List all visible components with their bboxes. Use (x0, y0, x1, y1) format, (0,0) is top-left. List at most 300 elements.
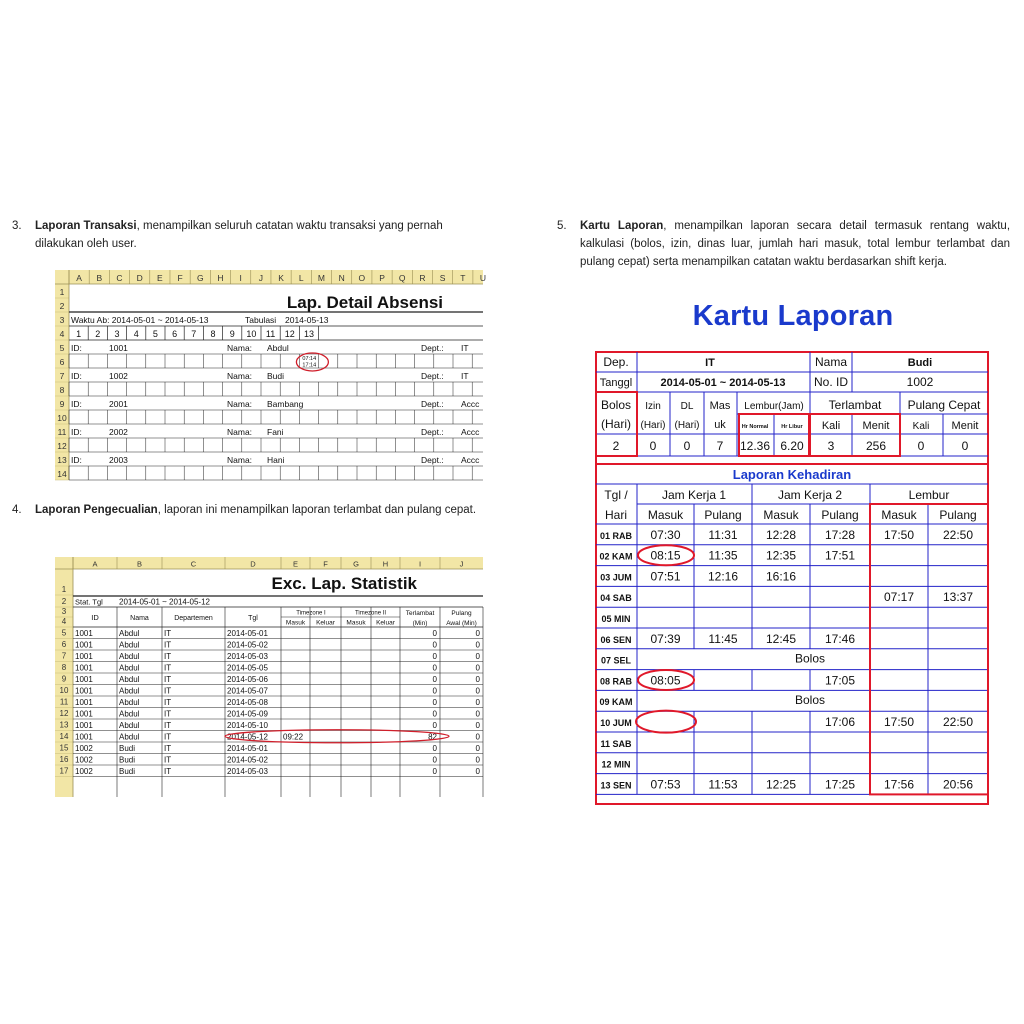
column-letter: U (479, 273, 487, 283)
pulang-col-header: Pulang (704, 508, 742, 522)
hr-libur-header: Hr Libur (781, 424, 803, 430)
nama-label: Nama: (227, 399, 253, 409)
day-number: 12 (284, 329, 295, 339)
noid-value: 1002 (906, 375, 934, 389)
day-number: 1 (76, 329, 82, 339)
row-id: 1002 (75, 767, 93, 776)
day-number: 6 (172, 329, 178, 339)
employee-id: 2001 (109, 399, 128, 409)
row-time: 17:46 (824, 631, 856, 646)
row-nama: Abdul (119, 709, 140, 719)
column-letter: J (459, 559, 464, 569)
row-number: 5 (61, 628, 67, 638)
row-time: 17:05 (824, 673, 856, 688)
row-time: 11:45 (708, 631, 738, 646)
dept-label: Dept.: (421, 343, 444, 353)
employee-dept: Accc (461, 427, 480, 437)
row-time: 12:35 (765, 548, 797, 563)
row-departemen: IT (164, 675, 172, 684)
nama-label: Nama (814, 355, 848, 369)
row-tgl: 2014-05-07 (227, 686, 268, 696)
row-time: 12:28 (765, 527, 797, 542)
section-5-text: , menampilkan laporan secara detail termasuk rentang waktu, kalkulasi (bolos, izin, dinas luar, jumlah hari masuk, total lembur terlambat dan pulang cepat) serta menampilkan catatan waktu berdasarkan shift kerja. (580, 220, 1011, 268)
header-nama: Nama (130, 615, 149, 622)
row-tgl: 2014-05-06 (227, 675, 268, 684)
row-id: 1002 (75, 744, 93, 753)
row-tgl: 2014-05-01 (227, 744, 268, 753)
bolos-header: Bolos (600, 398, 632, 412)
section-4-paragraph (12, 501, 482, 519)
row-time: 17:51 (824, 548, 856, 563)
section-3-number: 3. (12, 220, 22, 232)
statistik-title: Exc. Lap. Statistik (271, 574, 417, 593)
row-day: 13 SEN (600, 780, 632, 791)
employee-dept: Accc (461, 399, 480, 409)
row-day: 09 KAM (599, 697, 633, 708)
row-day: 02 KAM (599, 551, 633, 562)
nama-label: Nama: (227, 343, 253, 353)
dept-label: Dept.: (421, 427, 444, 437)
column-letter: P (379, 273, 385, 283)
row-number: 2 (59, 301, 65, 311)
header-timezone-1: Timezone I (296, 610, 326, 617)
row-id: 1001 (75, 721, 93, 730)
row-day: 10 JUM (600, 718, 632, 728)
row-departemen: IT (164, 686, 172, 696)
row-number: 1 (59, 287, 65, 297)
column-letter: L (298, 273, 304, 283)
day-number: 3 (114, 329, 120, 339)
column-letter: E (157, 273, 163, 283)
row-tgl: 2014-05-02 (227, 755, 268, 765)
section-3-text: , menampilkan seluruh catatan waktu transaksi yang pernah dilakukan oleh user. (35, 220, 443, 250)
izin-header: Izin (645, 401, 661, 412)
row-day: 04 SAB (600, 593, 632, 604)
nama-label: Nama: (227, 427, 253, 437)
day-number: 7 (191, 329, 197, 339)
column-letter: S (439, 273, 446, 283)
row-departemen: IT (164, 744, 172, 753)
column-letter: C (116, 273, 123, 283)
detail-absensi-sheet (55, 270, 487, 480)
hr-normal-value: 12.36 (739, 439, 771, 453)
section-3-paragraph (12, 217, 482, 253)
row-time: 17:50 (883, 527, 915, 542)
row-id: 1001 (75, 652, 93, 661)
row-number: 4 (59, 329, 65, 339)
row-nama: Abdul (119, 732, 140, 742)
row-time: 13:37 (942, 590, 974, 605)
column-letter: M (317, 273, 325, 283)
dep-label: Dep. (603, 355, 629, 369)
statistik-sheet (55, 557, 483, 797)
missing-circle (636, 711, 696, 733)
row-id: 1001 (75, 698, 93, 707)
tgl-header: Tgl / (604, 488, 628, 502)
row-terlambat: 82 (428, 732, 437, 742)
pulang-kali-value: 0 (917, 439, 925, 453)
terlambat-menit-value: 256 (865, 439, 887, 453)
row-terlambat: 0 (432, 755, 437, 765)
masuk-col-header: Masuk (881, 508, 917, 522)
row-day: 07 SEL (600, 655, 632, 666)
nama-label: Nama: (227, 371, 253, 381)
header-timezone-2: Timezone II (354, 610, 387, 617)
row-departemen: IT (164, 755, 172, 765)
row-day: 11 SAB (600, 738, 632, 749)
masuk-value: 7 (716, 439, 724, 453)
row-number: 3 (59, 315, 65, 325)
row-id: 1001 (75, 663, 93, 673)
row-number: 2 (61, 597, 67, 606)
row-number: 12 (59, 709, 69, 718)
noid-label: No. ID (813, 375, 849, 389)
row-nama: Budi (119, 755, 136, 765)
row-number: 10 (57, 413, 67, 423)
day-number: 9 (229, 329, 235, 339)
dl-header: DL (680, 401, 694, 412)
row-tgl: 2014-05-03 (227, 767, 268, 776)
terlambat-header: Terlambat (828, 398, 882, 412)
row-id: 1001 (75, 629, 93, 638)
column-letter: H (217, 273, 224, 283)
kartu-laporan (594, 290, 992, 810)
header-terlambat-unit: (Min) (412, 620, 428, 627)
day-number: 8 (210, 329, 216, 339)
employee-dept: IT (461, 343, 469, 353)
row-number: 13 (59, 720, 69, 730)
row-nama: Abdul (119, 675, 140, 684)
row-pulang-awal: 0 (475, 652, 480, 661)
row-pulang-awal: 0 (475, 721, 480, 730)
row-number: 14 (59, 732, 69, 741)
row-masuk: 09:22 (283, 732, 304, 742)
row-number: 3 (61, 607, 67, 616)
day-number: 4 (133, 329, 139, 339)
bolos-unit: (Hari) (601, 417, 631, 431)
izin-unit: (Hari) (640, 420, 666, 431)
row-pulang-awal: 0 (475, 663, 480, 673)
pulang-col-header: Pulang (821, 508, 859, 522)
row-time: 12:45 (765, 631, 797, 646)
dept-label: Dept.: (421, 399, 444, 409)
pulang-menit-header: Menit (951, 420, 979, 432)
hr-normal-header: Hr Normal (741, 424, 769, 430)
row-number: 9 (59, 399, 65, 409)
row-pulang-awal: 0 (475, 629, 480, 638)
row-day: 03 JUM (600, 572, 632, 583)
kartu-title: Kartu Laporan (692, 300, 894, 332)
row-day: 06 SEN (600, 634, 632, 645)
row-number: 15 (59, 743, 69, 753)
izin-value: 0 (649, 439, 657, 453)
statistik-grid (55, 557, 483, 797)
tanggal-label: Tanggl (599, 377, 633, 389)
row-tgl: 2014-05-02 (227, 640, 268, 650)
row-time: 12:16 (707, 569, 739, 584)
header-id: ID (91, 613, 99, 622)
row-pulang-awal: 0 (475, 755, 480, 765)
kartu-table (594, 352, 992, 810)
row-time: 07:17 (883, 590, 915, 605)
row-nama: Abdul (119, 629, 140, 638)
column-letter: I (239, 273, 242, 283)
employee-name: Fani (267, 427, 284, 437)
row-time: 22:50 (942, 715, 974, 729)
row-number: 11 (59, 697, 69, 707)
column-letter: A (76, 273, 82, 283)
column-letter: G (196, 273, 204, 283)
row-time: 20:56 (942, 777, 974, 792)
row-terlambat: 0 (432, 721, 437, 730)
row-tgl: 2014-05-10 (227, 721, 268, 730)
dep-value: IT (705, 357, 715, 369)
row-departemen: IT (164, 640, 172, 650)
lembur-att-header: Lembur (908, 488, 950, 502)
day-number: 11 (265, 329, 276, 339)
marked-time: 17:14 (302, 362, 317, 369)
id-label: ID: (71, 371, 82, 381)
column-letter: A (92, 559, 98, 569)
column-letter: N (338, 273, 345, 283)
row-nama: Abdul (119, 698, 140, 707)
row-id: 1002 (75, 755, 93, 765)
row-day: 12 MIN (601, 759, 631, 770)
waktu-label: Waktu Ab: 2014-05-01 ~ 2014-05-13 (71, 315, 209, 325)
header-masuk-2: Masuk (346, 619, 366, 627)
row-number: 5 (59, 343, 65, 353)
row-number: 13 (57, 455, 67, 465)
row-number: 7 (59, 371, 65, 381)
section-5-number: 5. (557, 220, 567, 232)
hari-header: Hari (604, 508, 628, 522)
terlambat-menit-header: Menit (862, 420, 890, 432)
row-nama: Budi (119, 767, 136, 776)
row-nama: Abdul (119, 652, 140, 661)
row-terlambat: 0 (432, 652, 437, 661)
column-letter: B (136, 559, 143, 569)
marked-time: 07:14 (302, 356, 317, 362)
row-departemen: IT (164, 652, 172, 661)
row-departemen: IT (164, 732, 172, 742)
employee-name: Bambang (267, 399, 304, 409)
employee-dept: IT (461, 371, 469, 381)
row-time: 12:25 (765, 777, 797, 792)
column-letter: B (96, 273, 103, 283)
id-label: ID: (71, 455, 82, 465)
dept-label: Dept.: (421, 371, 444, 381)
row-pulang-awal: 0 (475, 709, 480, 719)
row-nama: Abdul (119, 640, 140, 650)
column-letter: F (323, 559, 328, 569)
row-tgl: 2014-05-08 (227, 698, 268, 707)
row-number: 10 (59, 686, 69, 695)
employee-name: Hani (267, 455, 285, 465)
row-terlambat: 0 (432, 675, 437, 684)
row-terlambat: 0 (432, 640, 437, 650)
header-keluar-2: Keluar (376, 619, 395, 627)
row-time: 08:15 (650, 548, 681, 563)
dl-unit: (Hari) (674, 420, 700, 431)
row-day: 01 RAB (599, 530, 633, 541)
column-letter: I (418, 559, 422, 569)
stat-range: 2014-05-01 ~ 2014-05-12 (119, 597, 210, 607)
row-terlambat: 0 (432, 663, 437, 673)
column-letter: D (136, 273, 143, 283)
row-number: 14 (57, 469, 67, 479)
row-terlambat: 0 (432, 686, 437, 696)
day-number: 10 (246, 329, 257, 339)
detail-absensi-grid (55, 270, 487, 480)
column-letter: J (258, 273, 263, 283)
row-time: 22:50 (942, 527, 974, 542)
stat-label: Stat. Tgl (75, 597, 103, 607)
row-number: 17 (59, 766, 69, 776)
row-tgl: 2014-05-09 (227, 709, 268, 719)
row-terlambat: 0 (432, 629, 437, 638)
masuk-header: Mas (709, 400, 731, 412)
row-pulang-awal: 0 (475, 744, 480, 753)
day-number: 2 (95, 329, 101, 339)
row-time: 07:51 (650, 569, 681, 584)
employee-id: 2002 (109, 427, 128, 437)
row-departemen: IT (164, 767, 172, 776)
row-nama: Abdul (119, 663, 140, 673)
employee-name: Abdul (267, 343, 289, 353)
tabulasi-date: 2014-05-13 (285, 315, 329, 325)
row-pulang-awal: 0 (475, 767, 480, 776)
section-4-number: 4. (12, 504, 22, 516)
row-time: 17:06 (824, 715, 856, 729)
header-keluar: Keluar (316, 619, 335, 627)
column-letter: C (190, 559, 197, 569)
id-label: ID: (71, 427, 82, 437)
kehadiran-title: Laporan Kehadiran (732, 467, 852, 482)
row-departemen: IT (164, 709, 172, 719)
employee-dept: Accc (461, 455, 480, 465)
row-pulang-awal: 0 (475, 640, 480, 650)
row-tgl: 2014-05-12 (227, 732, 268, 742)
employee-id: 1001 (109, 343, 128, 353)
employee-id: 2003 (109, 455, 128, 465)
row-number: 11 (57, 427, 67, 437)
dl-value: 0 (683, 439, 691, 453)
row-nama: Budi (119, 744, 136, 753)
bolos-value: 2 (612, 439, 620, 453)
day-number: 13 (303, 329, 315, 339)
row-day: 08 RAB (599, 676, 633, 687)
row-time: 07:30 (650, 527, 681, 542)
id-label: ID: (71, 399, 82, 409)
row-time: 17:28 (824, 527, 856, 542)
row-number: 9 (61, 674, 67, 684)
row-number: 6 (59, 357, 65, 367)
row-day: 05 MIN (601, 614, 631, 624)
row-departemen: IT (164, 663, 172, 673)
row-departemen: IT (164, 721, 172, 730)
row-tgl: 2014-05-03 (227, 652, 268, 661)
nama-value: Budi (907, 357, 933, 369)
pulang-menit-value: 0 (961, 439, 969, 453)
employee-name: Budi (267, 371, 285, 381)
column-letter: F (177, 273, 183, 283)
masuk-col-header: Masuk (647, 508, 684, 522)
section-4-text: , laporan ini menampilkan laporan terlambat dan pulang cepat. (157, 504, 477, 516)
row-bolos: Bolos (794, 651, 826, 666)
employee-id: 1002 (109, 371, 128, 381)
column-letter: D (250, 559, 256, 569)
row-time: 17:25 (824, 777, 856, 792)
row-time: 08:05 (650, 673, 681, 688)
row-terlambat: 0 (432, 744, 437, 753)
row-number: 1 (61, 585, 67, 594)
dept-label: Dept.: (421, 455, 444, 465)
row-id: 1001 (75, 640, 93, 650)
masuk-col-header: Masuk (763, 508, 799, 522)
row-id: 1001 (75, 709, 93, 719)
tanggal-value: 2014-05-01 ~ 2014-05-13 (660, 377, 786, 389)
header-tgl: Tgl (248, 615, 258, 622)
row-number: 7 (61, 651, 67, 661)
hr-libur-value: 6.20 (780, 439, 804, 453)
row-time: 07:53 (650, 777, 681, 792)
row-number: 6 (61, 640, 67, 649)
id-label: ID: (71, 343, 82, 353)
row-pulang-awal: 0 (475, 698, 480, 707)
pulang-kali-header: Kali (912, 421, 930, 432)
column-letter: O (358, 273, 366, 283)
row-tgl: 2014-05-01 (227, 629, 268, 638)
row-id: 1001 (75, 675, 93, 684)
row-nama: Abdul (119, 686, 140, 696)
row-time: 16:16 (765, 569, 797, 584)
row-bolos: Bolos (794, 693, 826, 708)
row-number: 8 (61, 663, 67, 672)
row-tgl: 2014-05-05 (227, 663, 268, 673)
header-terlambat: Terlambat (405, 610, 435, 617)
row-id: 1001 (75, 686, 93, 696)
row-departemen: IT (164, 629, 172, 638)
tabulasi-label: Tabulasi (245, 315, 277, 325)
jam-kerja-1-header: Jam Kerja 1 (661, 488, 727, 502)
row-time: 17:50 (883, 715, 915, 729)
header-pulang: Pulang (451, 610, 472, 617)
row-time: 07:39 (650, 631, 681, 646)
row-id: 1001 (75, 732, 93, 742)
column-letter: G (353, 559, 359, 569)
column-letter: Q (398, 273, 406, 283)
pulang-col-header: Pulang (939, 508, 977, 522)
pulang-cepat-header: Pulang Cepat (907, 398, 981, 412)
row-terlambat: 0 (432, 709, 437, 719)
column-letter: E (292, 559, 299, 569)
row-time: 11:53 (708, 777, 738, 792)
column-letter: R (419, 273, 426, 283)
day-number: 5 (152, 329, 158, 339)
header-masuk: Masuk (285, 619, 306, 627)
row-number: 12 (57, 441, 67, 451)
section-5-title: Kartu Laporan (580, 220, 664, 232)
masuk-unit: uk (714, 419, 726, 431)
row-number: 8 (59, 385, 65, 395)
header-departemen: Departemen (174, 615, 213, 622)
jam-kerja-2-header: Jam Kerja 2 (777, 488, 843, 502)
row-time: 11:31 (708, 527, 738, 542)
row-number: 16 (59, 755, 69, 764)
section-3-title: Laporan Transaksi (35, 220, 137, 232)
row-pulang-awal: 0 (475, 732, 480, 742)
detail-absensi-title: Lap. Detail Absensi (286, 293, 443, 312)
